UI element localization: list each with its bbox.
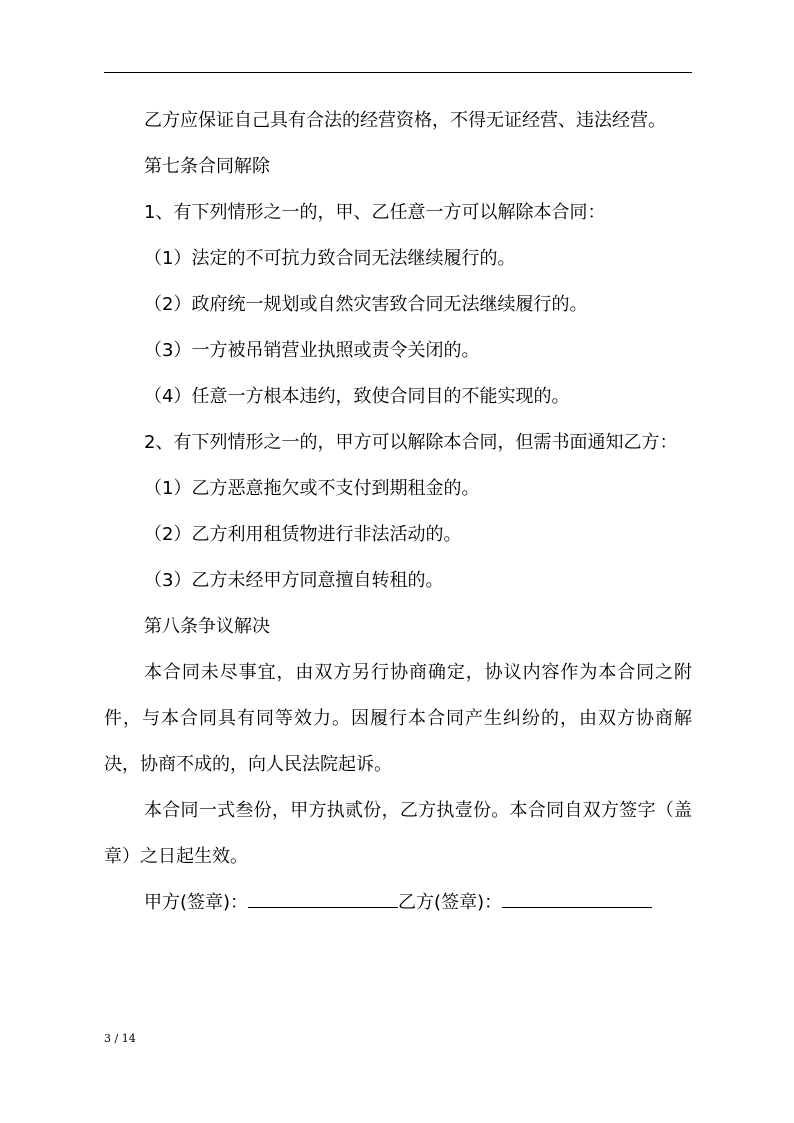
paragraph-dispute: 本合同未尽事宜，由双方另行协商确定，协议内容作为本合同之附件，与本合同具有同等效力。因履行本合同产生纠纷的，由双方协商解决，协商不成的，向人民法院起诉。 [104,662,692,775]
clause-2-item-3: （3）乙方未经甲方同意擅自转租的。 [144,570,444,591]
heading-article-8: 第八条争议解决 [144,616,270,637]
clause-1-item-1: （1）法定的不可抗力致合同无法继续履行的。 [144,248,516,269]
document-body [104,98,692,926]
party-a-label: 甲方(签章)： [144,892,249,913]
signature-row [104,880,692,926]
clause-2-item-2: （2）乙方利用租赁物进行非法活动的。 [144,524,462,545]
clause-2-item-1: （1）乙方恶意拖欠或不支付到期租金的。 [144,478,480,499]
clause-1-item-4: （4）任意一方根本违约，致使合同目的不能实现的。 [144,386,570,407]
page-number: 3 / 14 [104,1032,136,1045]
header-rule [104,72,692,73]
party-b-label: 乙方(签章)： [398,892,503,913]
party-a-signature-line [248,889,398,908]
party-b-signature-line [502,889,652,908]
clause-1-item-3: （3）一方被吊销营业执照或责令关闭的。 [144,340,480,361]
paragraph-qualification: 乙方应保证自己具有合法的经营资格，不得无证经营、违法经营。 [144,110,666,131]
clause-1-item-2: （2）政府统一规划或自然灾害致合同无法继续履行的。 [144,294,588,315]
heading-article-7: 第七条合同解除 [144,156,270,177]
clause-1-intro: 1、有下列情形之一的，甲、乙任意一方可以解除本合同： [144,202,606,223]
clause-2-intro: 2、有下列情形之一的，甲方可以解除本合同，但需书面通知乙方： [144,432,678,453]
paragraph-copies: 本合同一式叁份，甲方执贰份，乙方执壹份。本合同自双方签字（盖章）之日起生效。 [104,800,692,867]
